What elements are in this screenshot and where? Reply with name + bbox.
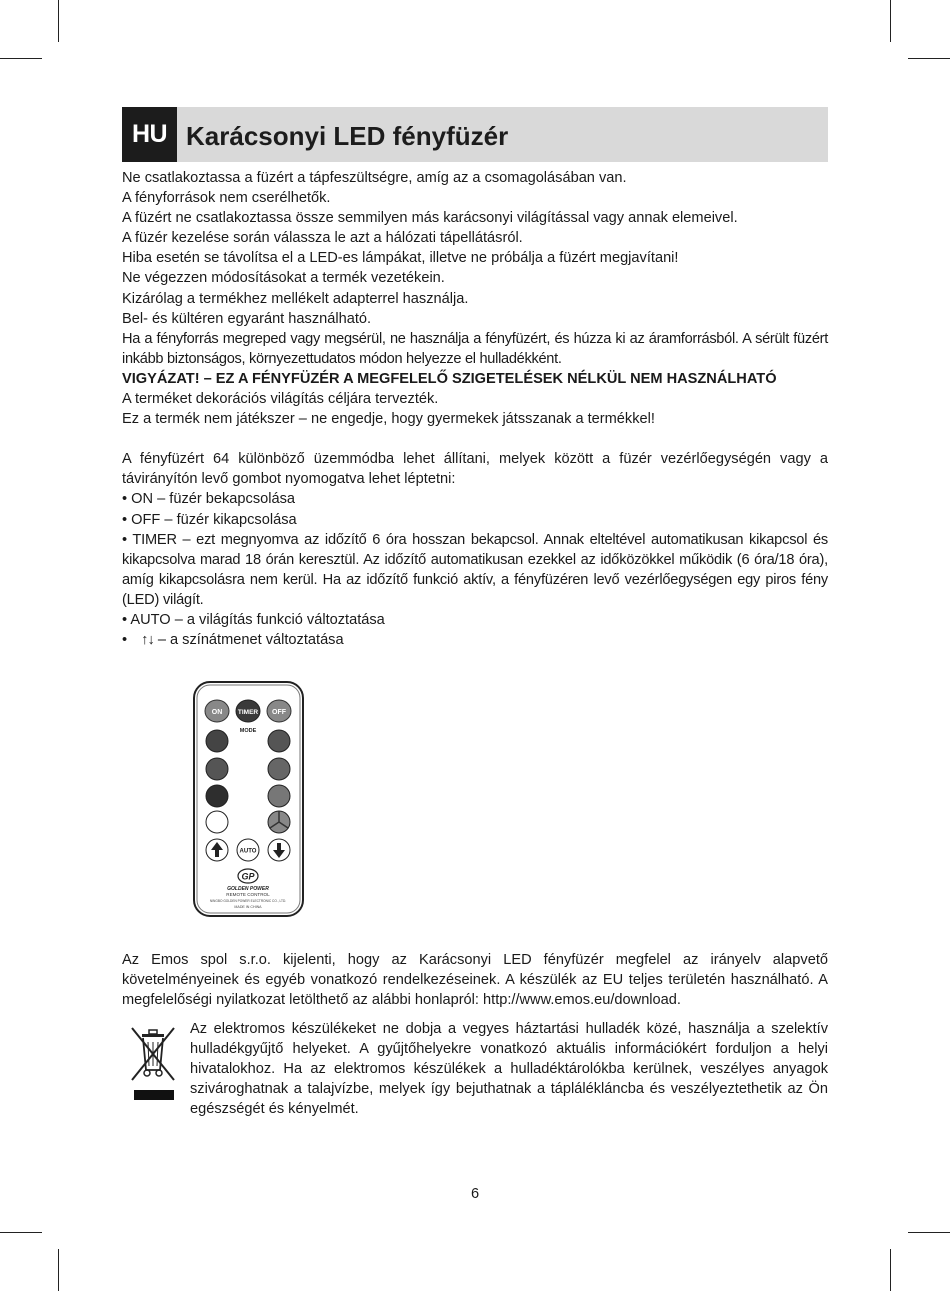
crop-mark: [890, 1249, 891, 1291]
remote-control-illustration: [192, 680, 305, 918]
page-title: Karácsonyi LED fényfüzér: [186, 121, 509, 151]
crop-mark: [0, 58, 42, 59]
remote-auto-label: AUTO: [239, 848, 257, 855]
remote-origin: MADE IN CHINA: [234, 905, 262, 909]
warning-heading: VIGYÁZAT! – EZ A FÉNYFÜZÉR A MEGFELELŐ SZIGETELÉSEK NÉLKÜL NEM HASZNÁLHATÓ: [122, 370, 777, 387]
mode-auto: • AUTO – a világítás funkció változtatása: [122, 611, 385, 628]
safety-line: Kizárólag a termékhez mellékelt adapterrel használja.: [122, 290, 469, 307]
safety-line: A fényforrások nem cserélhetők.: [122, 190, 331, 207]
safety-line: A füzért ne csatlakoztassa össze semmilyen más karácsonyi világítással vagy annak elemeivel.: [122, 210, 738, 227]
warning-line: Ez a termék nem játékszer – ne engedje, hogy gyermekek játsszanak a termékkel!: [122, 411, 655, 428]
safety-line: Ne csatlakoztassa a füzért a tápfeszültségre, amíg az a csomagolásában van.: [122, 170, 627, 186]
remote-subtitle: REMOTE CONTROL: [226, 892, 270, 897]
spacer: [122, 429, 828, 449]
warning-line: A terméket dekorációs világítás céljára tervezték.: [122, 391, 439, 408]
crop-mark: [908, 1232, 950, 1233]
remote-mode-label: MODE: [239, 728, 257, 734]
safety-line: Ne végezzen módosításokat a termék vezetékein.: [122, 270, 445, 287]
crop-mark: [890, 0, 891, 42]
crop-mark: [0, 1232, 42, 1233]
mode-on: • ON – füzér bekapcsolása: [122, 491, 296, 508]
weee-text: Az elektromos készülékeket ne dobja a vegyes háztartási hulladék közé, használja a szelektív hulladékgyűjtő helyeket. A gyűjtőhelyekre vonatkozó aktuális információkért forduljon a helyi hivatalokhoz. Ha az elektromos készülékek a hulladéktárolókba kerülnek, veszélyes anyagok szivároghatnak a talajvízbe, melyek így bejuthatnak a táplálékláncba és veszélyeztethetik az Ön egészségét és kényelmét.: [190, 1021, 828, 1118]
remote-brand: GOLDEN POWER: [227, 886, 269, 892]
page-number: 6: [470, 1186, 480, 1202]
remote-timer-label: TIMER: [237, 709, 259, 716]
safety-line: A füzér kezelése során válassza le azt a hálózati tápellátásról.: [122, 230, 523, 247]
crop-mark: [58, 0, 59, 42]
remote-off-label: OFF: [272, 709, 286, 716]
mode-arrows: [122, 630, 828, 650]
remote-maker: NINGBO GOLDEN POWER ELECTRONIC CO., LTD.: [209, 899, 287, 903]
language-code: HU: [122, 107, 177, 162]
mode-off: • OFF – füzér kikapcsolása: [122, 511, 297, 528]
section-header: [122, 107, 828, 162]
safety-line: Bel- és kültéren egyaránt használható.: [122, 310, 372, 327]
crop-mark: [908, 58, 950, 59]
modes-intro: A fényfüzért 64 különböző üzemmódba lehet állítani, melyek között a füzér vezérlőegységén vagy a távirányítón levő gombot nyomogatva lehet léptetni:: [122, 451, 828, 488]
up-down-arrows-icon: ↑↓: [141, 632, 154, 649]
remote-on-label: ON: [211, 709, 223, 716]
remote-logo: GP: [241, 871, 255, 882]
declaration-text: Az Emos spol s.r.o. kijelenti, hogy az Karácsonyi LED fényfüzér megfelel az irányelv alapvető követelményeinek és egyéb vonatkozó rendelkezéseinek. A készülék az EU teljes területén használható. A megfelelőségi nyilatkozat letölthető az alábbi honlapról: http://www.emos.eu/download.: [122, 952, 828, 1009]
mode-timer: • TIMER – ezt megnyomva az időzítő 6 óra hosszan bekapcsol. Annak elteltével automatikusan kikapcsol és kikapcsolva marad 18 órán keresztül. Az időzítő automatikusan ezekkel az időközökkel működik (6 óra/18 óra), amíg kikapcsolásra nem kerül. Ha az időzítő funkció aktív, a fényfüzéren levő vezérlőegységen egy piros fény (LED) világít.: [122, 531, 828, 608]
safety-section: [122, 168, 828, 650]
crop-mark: [58, 1249, 59, 1291]
weee-crossed-bin-icon: [128, 1024, 178, 1104]
mode-arrows-text: – a színátmenet változtatása: [157, 632, 344, 649]
safety-line: Ha a fényforrás megreped vagy megsérül, ne használja a fényfüzért, és húzza ki az áramforrásból. A sérült füzért inkább biztonságos, környezettudatos módon helyezze el hulladékként.: [122, 330, 828, 367]
safety-line: Hiba esetén se távolítsa el a LED-es lámpákat, illetve ne próbálja a füzért megjavítani!: [122, 250, 679, 267]
bullet: •: [122, 632, 128, 649]
